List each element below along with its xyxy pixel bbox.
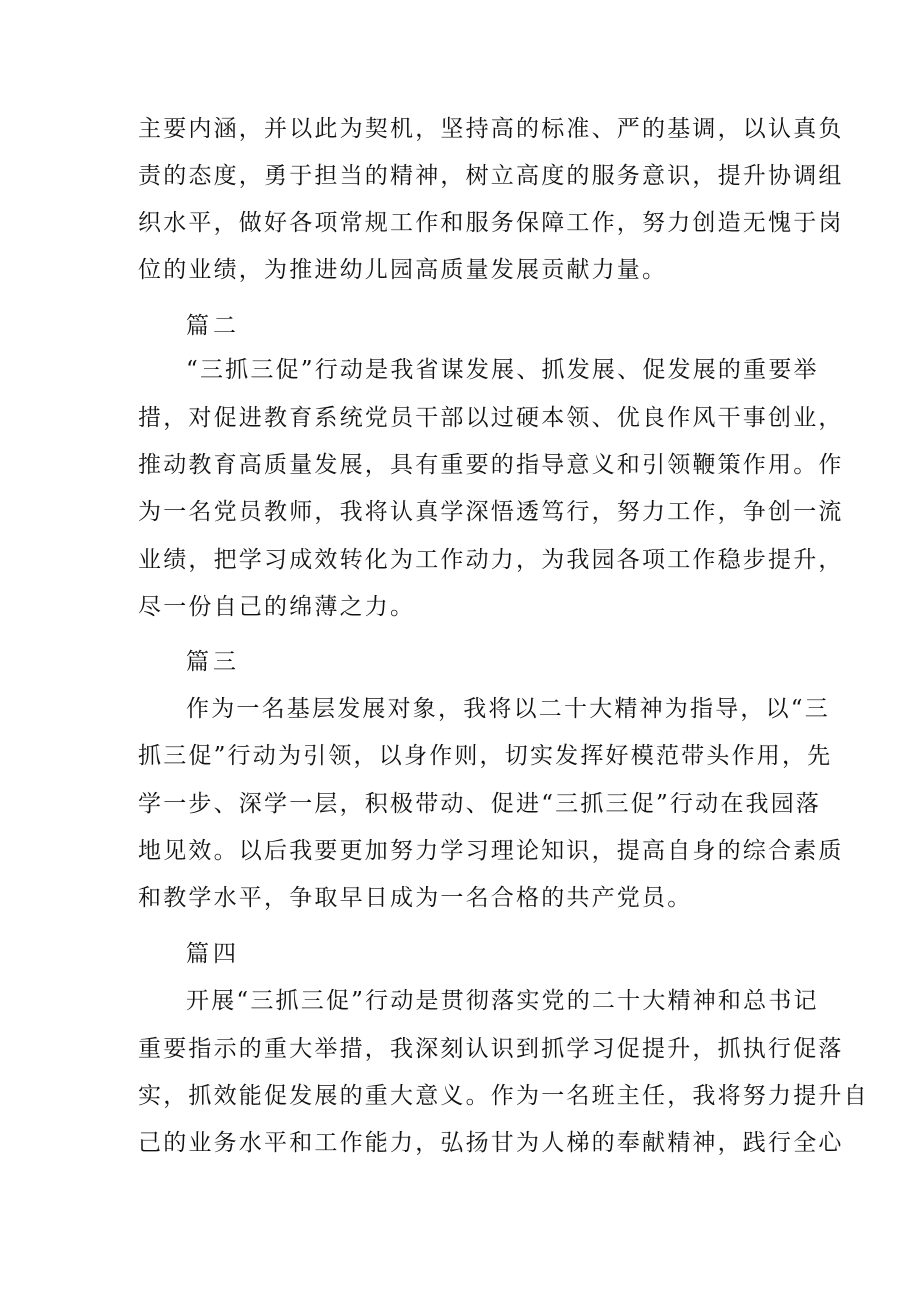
- paragraph-line: 和教学水平，争取早日成为一名合格的共产党员。: [138, 885, 693, 911]
- paragraph-line: 重要指示的重大举措，我深刻认识到抓学习促提升，抓执行促落: [138, 1036, 844, 1062]
- paragraph-line: 措，对促进教育系统党员干部以过硬本领、优良作风干事创业，: [138, 405, 844, 431]
- paragraph-line: 责的态度，勇于担当的精神，树立高度的服务意识，提升协调组: [138, 163, 844, 189]
- paragraph-line: 作为一名基层发展对象，我将以二十大精神为指导，以“三: [186, 696, 830, 722]
- paragraph-line: 尽一份自己的绵薄之力。: [138, 594, 416, 620]
- paragraph-line: 地见效。以后我要更加努力学习理论知识，提高自身的综合素质: [138, 838, 844, 864]
- paragraph-line: 推动教育高质量发展，具有重要的指导意义和引领鞭策作用。作: [138, 452, 844, 478]
- section-title: 篇三: [186, 649, 240, 675]
- paragraph-line: 位的业绩，为推进幼儿园高质量发展贡献力量。: [138, 257, 668, 283]
- paragraph-line: 织水平，做好各项常规工作和服务保障工作，努力创造无愧于岗: [138, 210, 844, 236]
- section-title: 篇二: [186, 313, 240, 339]
- paragraph-line: 主要内涵，并以此为契机，坚持高的标准、严的基调，以认真负: [138, 116, 844, 142]
- section-title: 篇四: [186, 941, 240, 967]
- paragraph-line: 开展“三抓三促”行动是贯彻落实党的二十大精神和总书记: [186, 988, 819, 1014]
- paragraph-line: 实，抓效能促发展的重大意义。作为一名班主任，我将努力提升自: [138, 1083, 869, 1109]
- paragraph-line: 抓三促”行动为引领，以身作则，切实发挥好模范带头作用，先: [138, 743, 833, 769]
- paragraph-line: 业绩，把学习成效转化为工作动力，为我园各项工作稳步提升，: [138, 547, 844, 573]
- paragraph-line: “三抓三促”行动是我省谋发展、抓发展、促发展的重要举: [186, 357, 819, 383]
- paragraph-line: 己的业务水平和工作能力，弘扬甘为人梯的奉献精神，践行全心: [138, 1130, 844, 1156]
- paragraph-line: 为一名党员教师，我将认真学深悟透笃行，努力工作，争创一流: [138, 499, 844, 525]
- paragraph-line: 学一步、深学一层，积极带动、促进“三抓三促”行动在我园落: [138, 791, 822, 817]
